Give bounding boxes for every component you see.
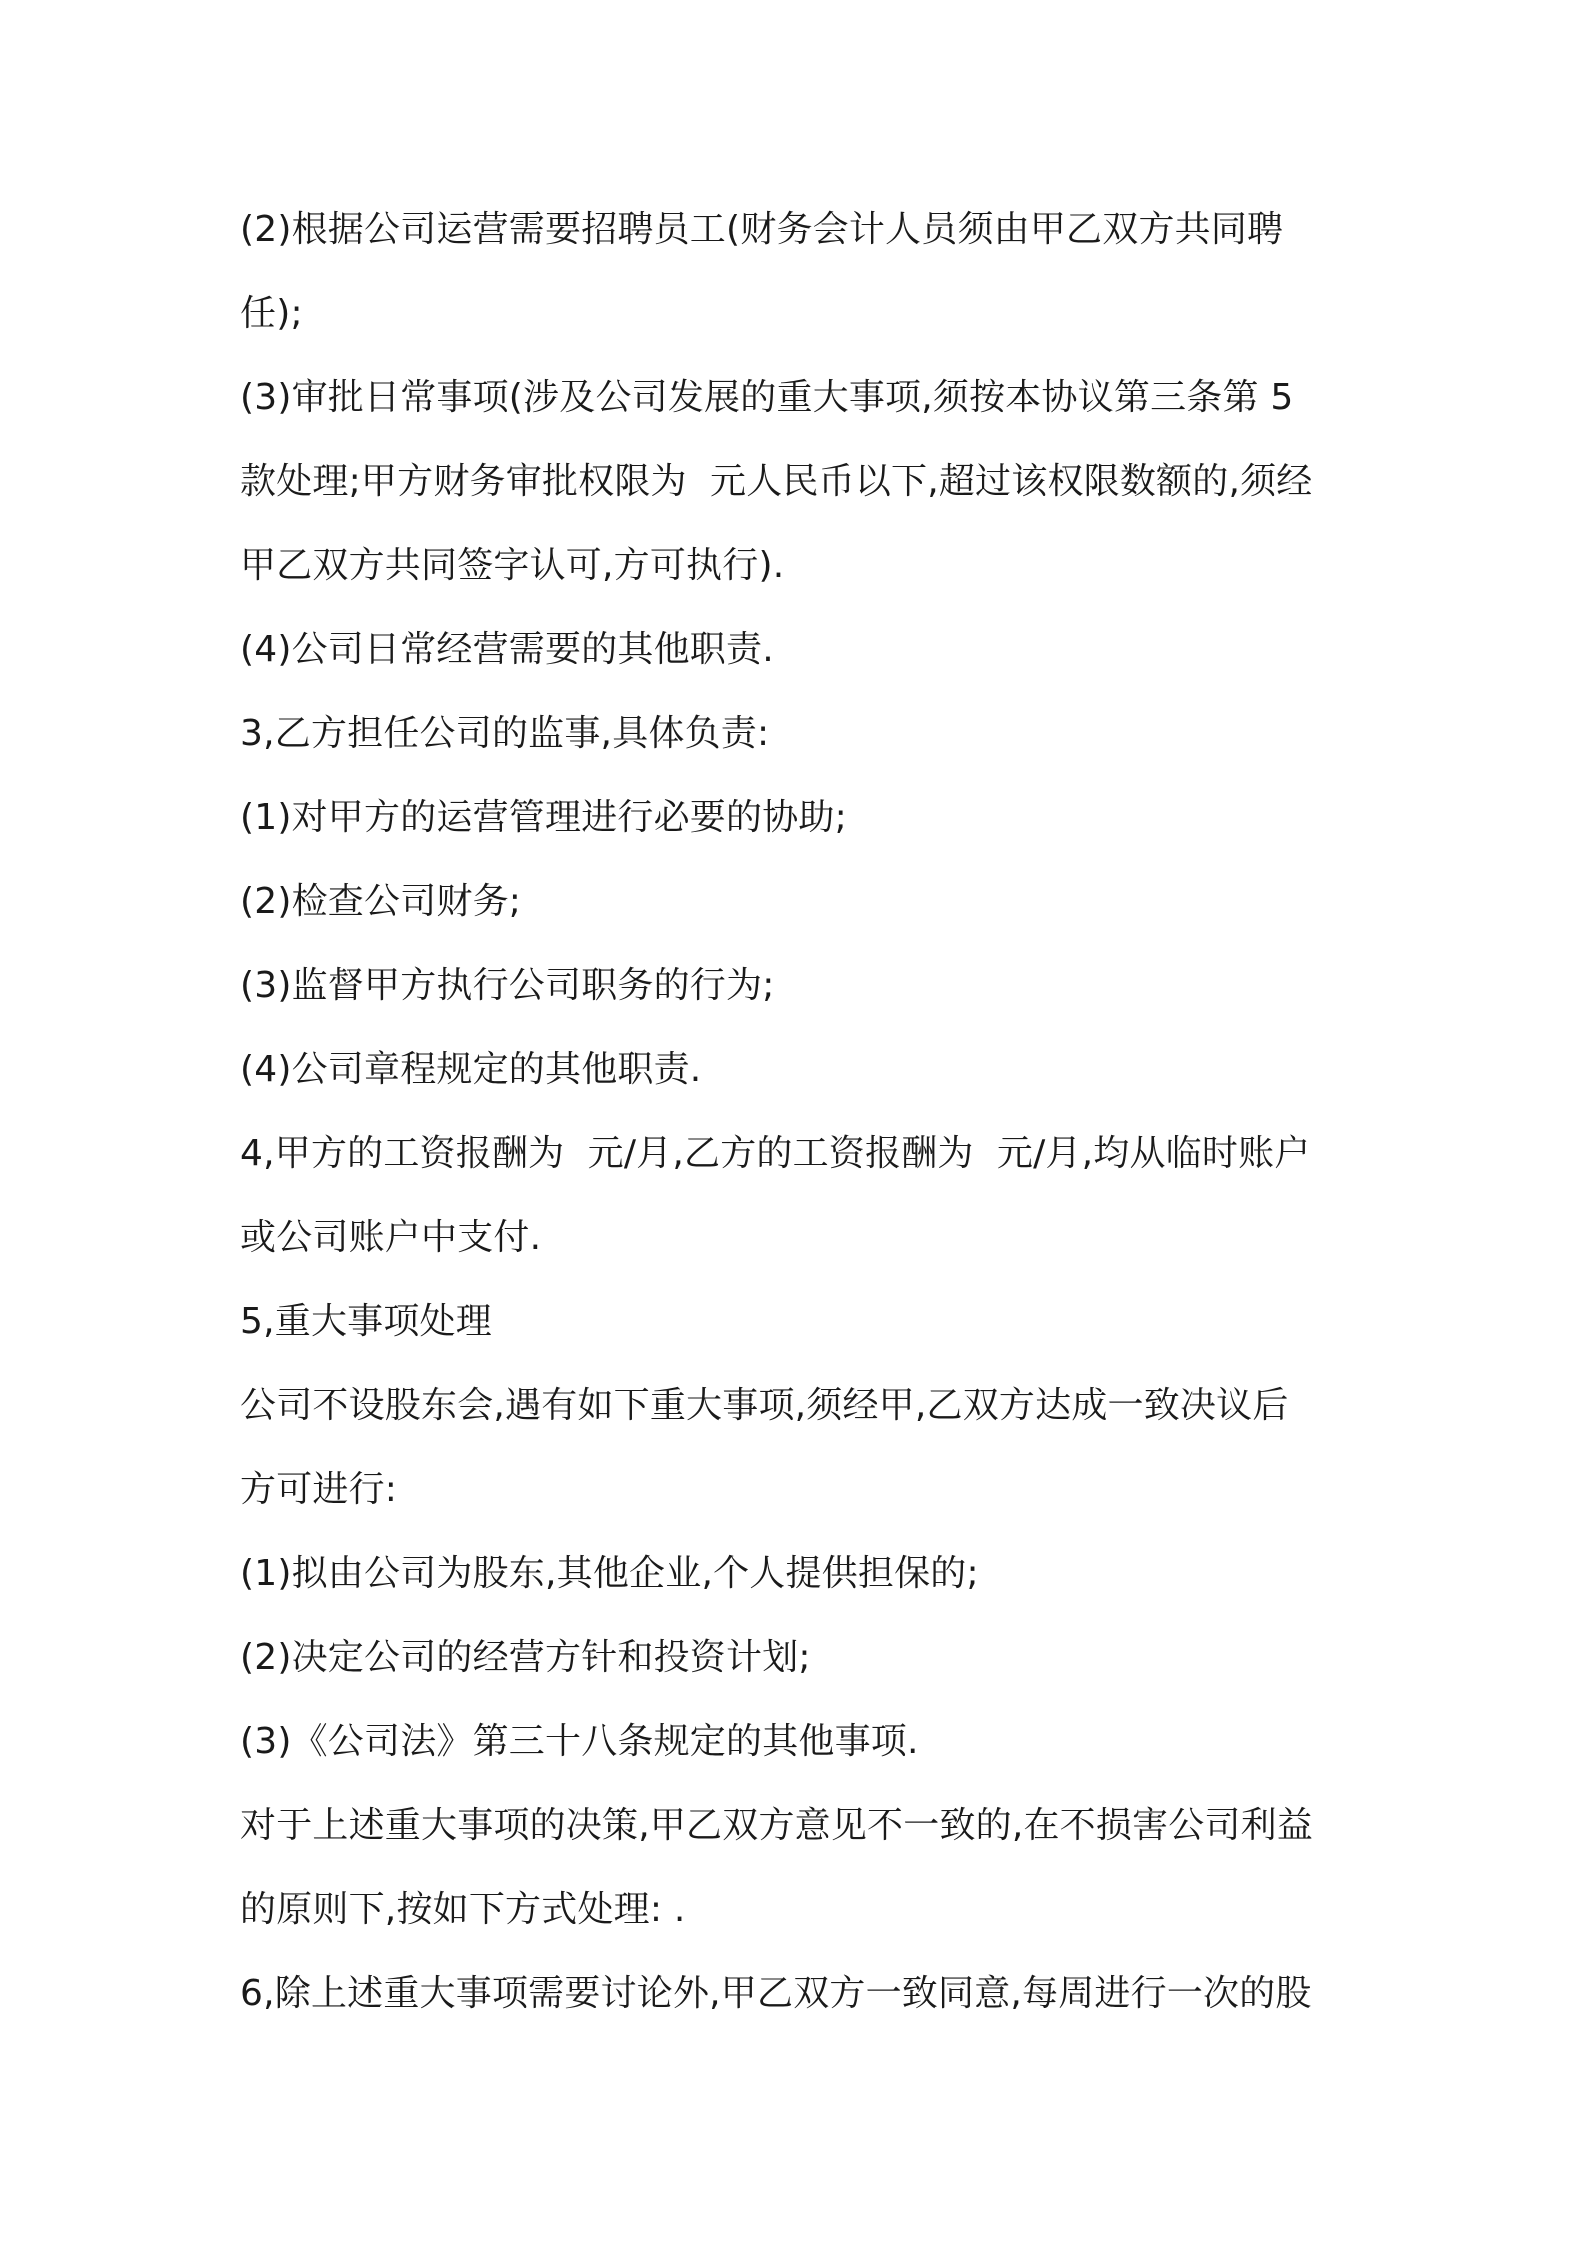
text-line: (1)对甲方的运营管理进行必要的协助; [240,797,847,838]
text-line: 款处理;甲方财务审批权限为 元人民币以下,超过该权限数额的,须经 [240,461,1313,502]
text-line: (3)审批日常事项(涉及公司发展的重大事项,须按本协议第三条第 5 [240,377,1294,418]
text-line: (3)监督甲方执行公司职务的行为; [240,965,775,1006]
text-line: 4,甲方的工资报酬为 元/月,乙方的工资报酬为 元/月,均从临时账户 [240,1133,1311,1174]
text-line: 甲乙双方共同签字认可,方可执行). [240,545,785,586]
text-line: 3,乙方担任公司的监事,具体负责: [240,713,770,754]
text-line: 5,重大事项处理 [240,1301,492,1342]
text-line: 公司不设股东会,遇有如下重大事项,须经甲,乙双方达成一致决议后 [240,1385,1289,1426]
text-line: 任); [240,293,303,334]
text-line: (2)检查公司财务; [240,881,522,922]
text-line: 的原则下,按如下方式处理: . [240,1889,686,1930]
text-line: (2)根据公司运营需要招聘员工(财务会计人员须由甲乙双方共同聘 [240,209,1284,250]
text-line: (1)拟由公司为股东,其他企业,个人提供担保的; [240,1553,979,1594]
text-line: (4)公司日常经营需要的其他职责. [240,629,774,670]
text-line: 或公司账户中支付. [240,1217,542,1258]
text-line: 对于上述重大事项的决策,甲乙双方意见不一致的,在不损害公司利益 [240,1805,1314,1846]
text-line: (2)决定公司的经营方针和投资计划; [240,1637,811,1678]
text-line: 6,除上述重大事项需要讨论外,甲乙双方一致同意,每周进行一次的股 [240,1973,1312,2014]
text-line: 方可进行: [240,1469,398,1510]
text-line: (3)《公司法》第三十八条规定的其他事项. [240,1721,919,1762]
text-line: (4)公司章程规定的其他职责. [240,1049,702,1090]
